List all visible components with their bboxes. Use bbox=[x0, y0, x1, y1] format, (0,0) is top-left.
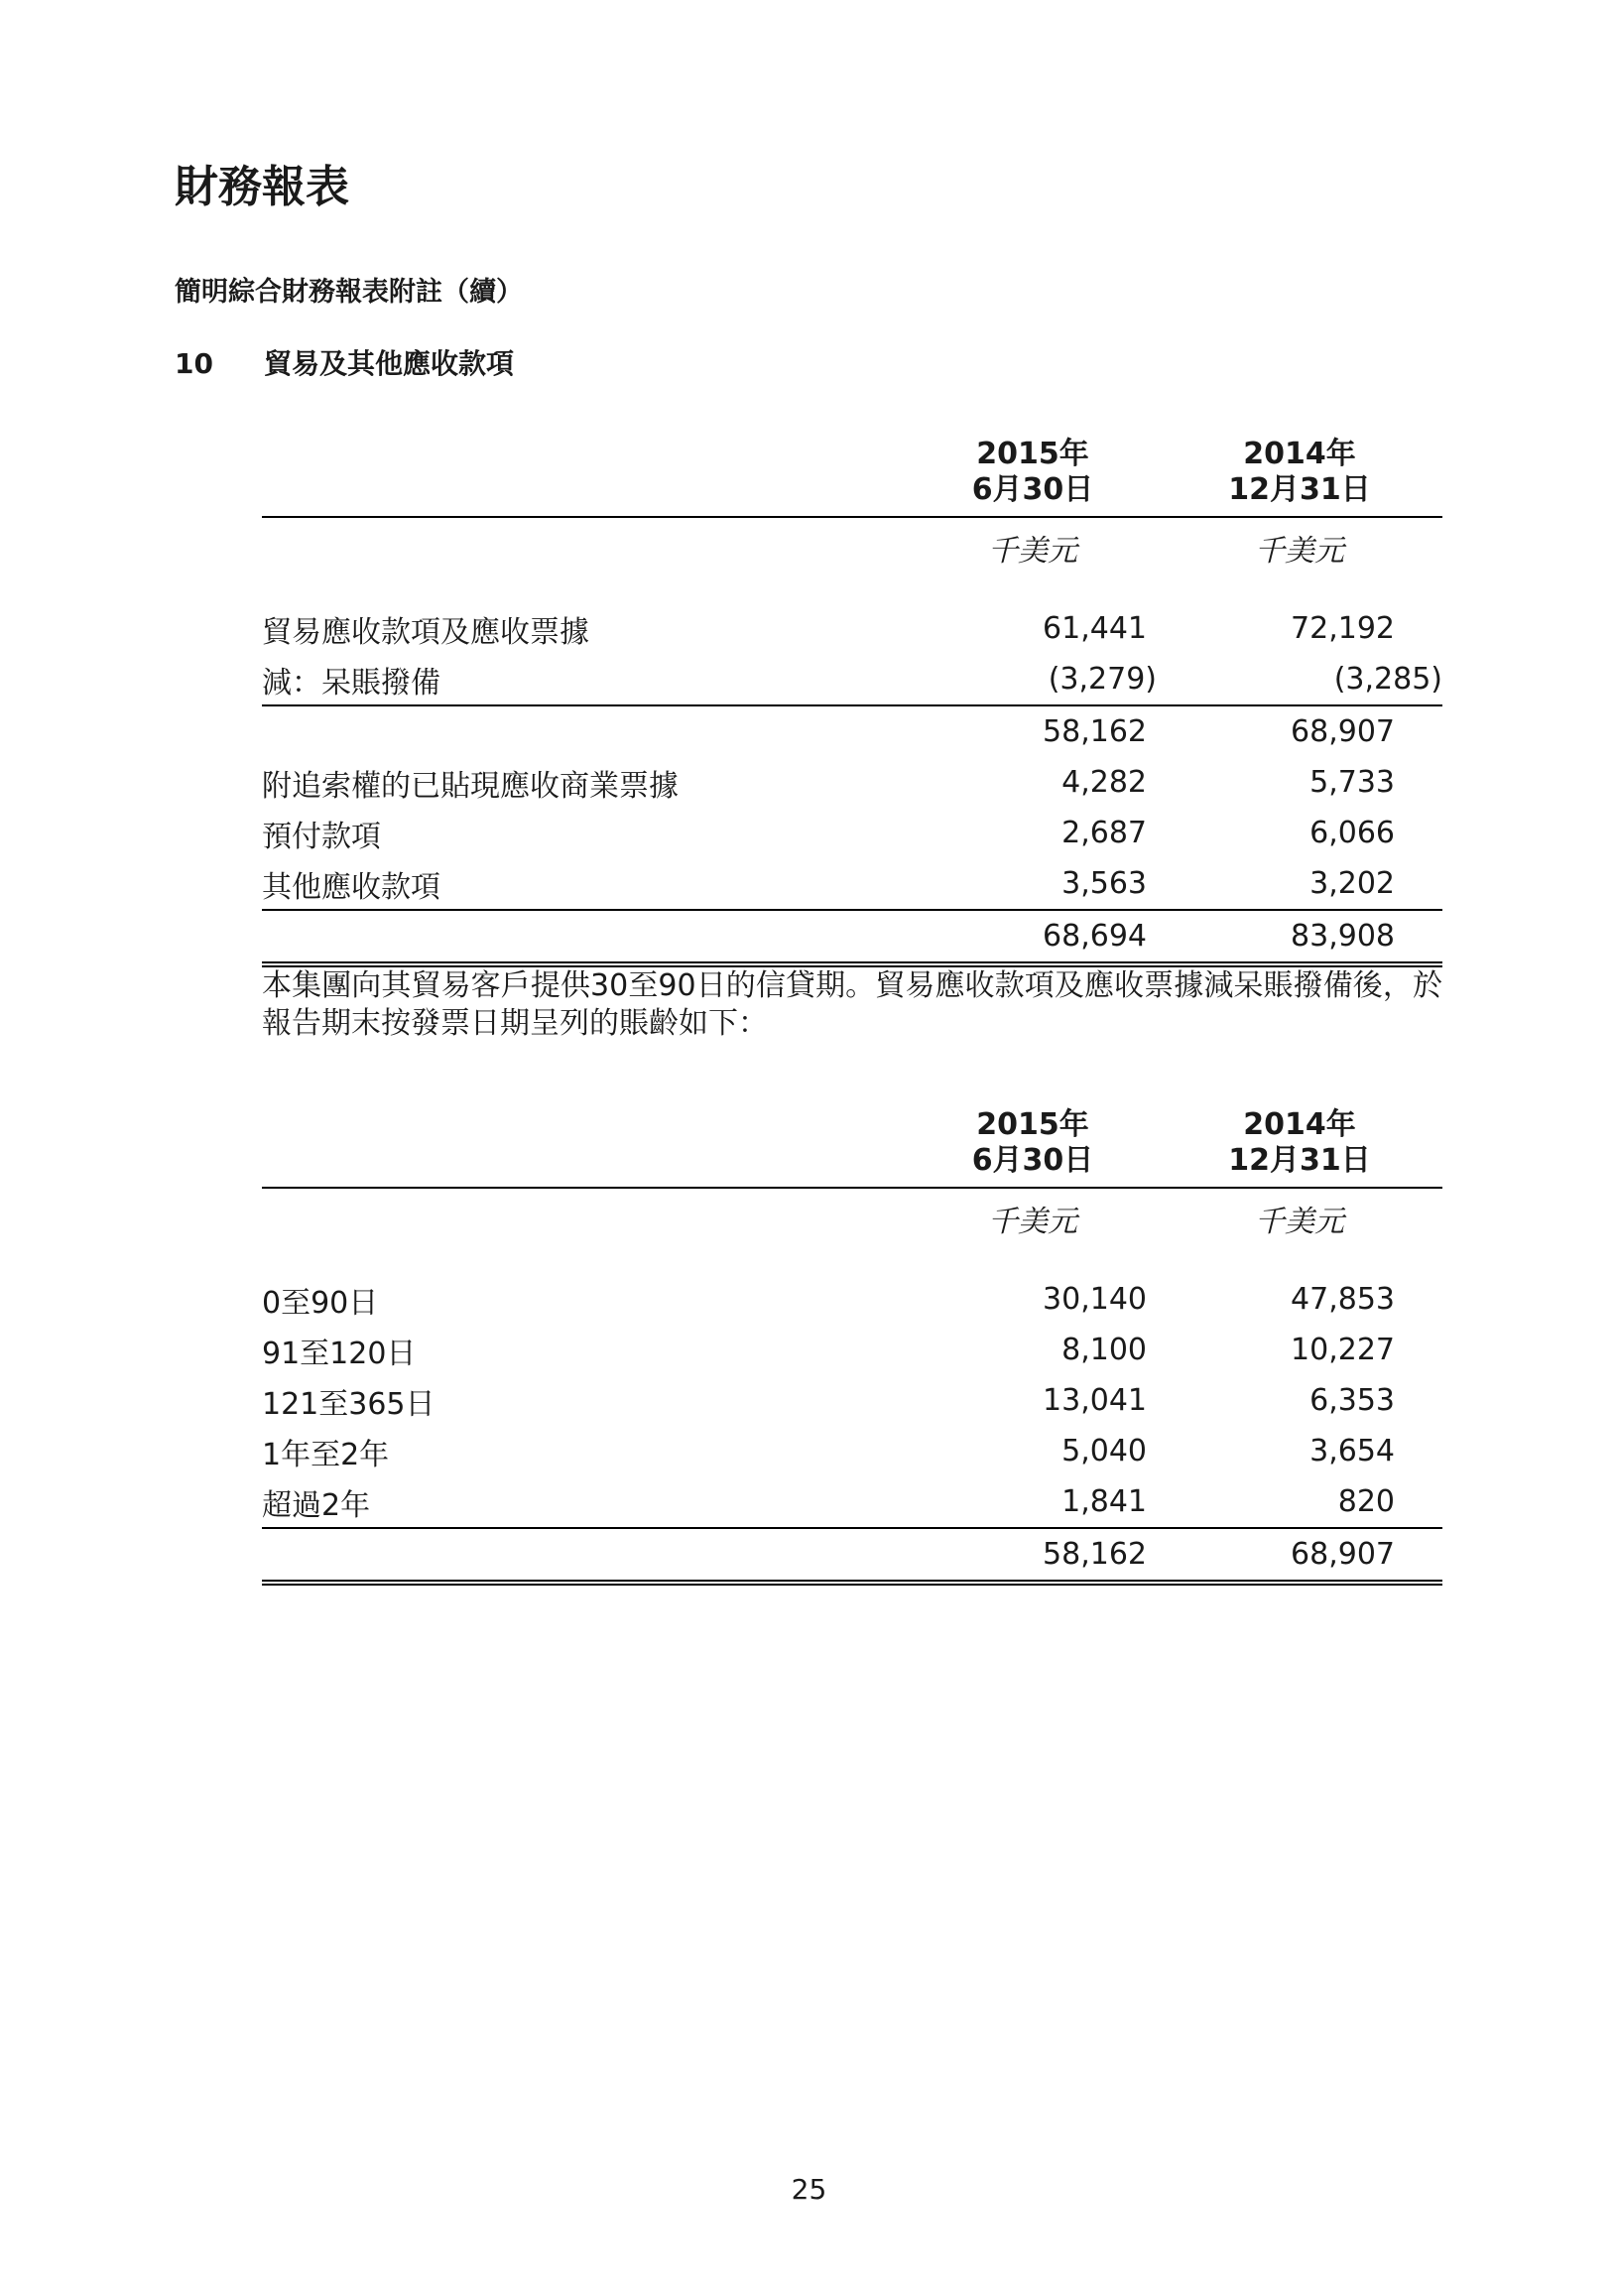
row-value: 72,192 bbox=[1291, 611, 1395, 646]
row-value: 820 bbox=[1157, 1476, 1442, 1528]
row-label: 減：呆賬撥備 bbox=[262, 654, 909, 705]
row-value: 13,041 bbox=[1043, 1383, 1147, 1418]
receivables-table bbox=[262, 437, 1442, 967]
row-value: 3,654 bbox=[1309, 1434, 1395, 1468]
table-row bbox=[262, 1375, 1442, 1426]
row-label: 超過2年 bbox=[262, 1476, 909, 1528]
unit-label: 千美元 bbox=[1255, 1205, 1344, 1239]
row-value: 6,066 bbox=[1309, 816, 1395, 850]
row-value: 58,162 bbox=[909, 1528, 1157, 1583]
row-value: 1,841 bbox=[909, 1476, 1157, 1528]
aging-table bbox=[262, 1107, 1442, 1586]
unit-row bbox=[262, 517, 1442, 581]
unit-label: 千美元 bbox=[988, 534, 1077, 569]
row-value: 83,908 bbox=[1157, 910, 1442, 964]
row-value: (3,285) bbox=[1157, 654, 1442, 705]
notes-subtitle: 簡明綜合財務報表附註（續） bbox=[175, 277, 523, 308]
row-value: 8,100 bbox=[1061, 1333, 1147, 1367]
row-label: 1年至2年 bbox=[262, 1437, 390, 1472]
row-value: 3,563 bbox=[909, 858, 1157, 910]
table-row bbox=[262, 808, 1442, 858]
table-header-row bbox=[262, 1107, 1442, 1188]
row-value: 10,227 bbox=[1291, 1333, 1395, 1367]
row-label: 0至90日 bbox=[262, 1285, 379, 1321]
table-row bbox=[262, 1274, 1442, 1325]
column-header-2015: 2015年 6月30日 bbox=[909, 437, 1157, 517]
unit-label: 千美元 bbox=[1255, 534, 1344, 569]
row-value: (3,279) bbox=[909, 654, 1157, 705]
row-value: 5,040 bbox=[1061, 1434, 1147, 1468]
row-value: 5,733 bbox=[1309, 765, 1395, 800]
section-number: 10 bbox=[175, 347, 213, 380]
row-value: 30,140 bbox=[1043, 1282, 1147, 1317]
table-row bbox=[262, 1325, 1442, 1375]
row-value: 47,853 bbox=[1291, 1282, 1395, 1317]
row-label: 附追索權的已貼現應收商業票據 bbox=[262, 768, 679, 804]
total-row bbox=[262, 910, 1442, 964]
row-label: 貿易應收款項及應收票據 bbox=[262, 614, 589, 650]
aging-description: 本集團向其貿易客戶提供30至90日的信貸期。貿易應收款項及應收票據減呆賬撥備後，於報告期末按發票日期呈列的賬齡如下： bbox=[262, 968, 1442, 1041]
table-row bbox=[262, 757, 1442, 808]
page-title: 財務報表 bbox=[175, 162, 349, 212]
row-value: 3,202 bbox=[1157, 858, 1442, 910]
row-value: 2,687 bbox=[1061, 816, 1147, 850]
total-row bbox=[262, 1528, 1442, 1583]
table-row bbox=[262, 603, 1442, 654]
page-number: 25 bbox=[791, 2173, 827, 2206]
row-label: 其他應收款項 bbox=[262, 858, 909, 910]
row-label: 121至365日 bbox=[262, 1386, 436, 1422]
row-label: 91至120日 bbox=[262, 1336, 417, 1371]
column-header-2014: 2014年 12月31日 bbox=[1157, 1107, 1442, 1188]
column-header-2014: 2014年 12月31日 bbox=[1157, 437, 1442, 517]
table-header-row bbox=[262, 437, 1442, 517]
subtotal-row bbox=[262, 705, 1442, 757]
unit-row bbox=[262, 1188, 1442, 1252]
row-value: 4,282 bbox=[1061, 765, 1147, 800]
table-row bbox=[262, 858, 1442, 910]
column-header-2015: 2015年 6月30日 bbox=[909, 1107, 1157, 1188]
row-value: 6,353 bbox=[1309, 1383, 1395, 1418]
row-value: 68,694 bbox=[909, 910, 1157, 964]
table-row bbox=[262, 1476, 1442, 1528]
table-row bbox=[262, 1426, 1442, 1476]
row-value: 58,162 bbox=[1043, 714, 1147, 749]
row-value: 68,907 bbox=[1157, 1528, 1442, 1583]
section-title: 貿易及其他應收款項 bbox=[264, 347, 515, 380]
unit-label: 千美元 bbox=[988, 1205, 1077, 1239]
row-label: 預付款項 bbox=[262, 819, 381, 854]
row-value: 61,441 bbox=[1043, 611, 1147, 646]
section-heading bbox=[175, 342, 514, 382]
table-row bbox=[262, 654, 1442, 705]
row-value: 68,907 bbox=[1291, 714, 1395, 749]
